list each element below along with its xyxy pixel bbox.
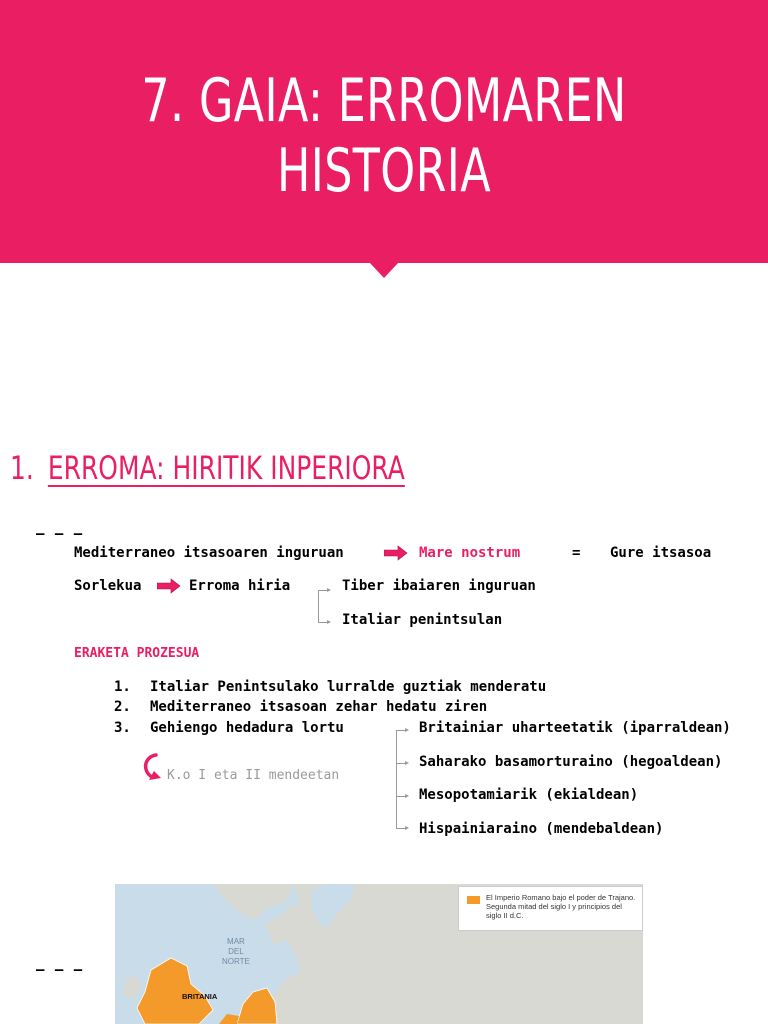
equals-sign: = [572,545,581,561]
century-note: K.o I eta II mendeetan [167,768,340,783]
branch-italiar: Italiar penintsulan [342,612,503,628]
process-num-3: 3. [114,720,131,736]
divider-dash: — — — [36,962,84,978]
branch-bracket [318,590,319,623]
page-title [100,66,668,206]
process-heading: ERAKETA PROZESUA [74,646,200,661]
arrow-right-icon [384,545,408,561]
section-heading [10,448,405,488]
process-num-2: 2. [114,699,131,715]
process-item-3: Gehiengo hedadura lortu [150,720,344,736]
branch-tick [396,796,406,797]
mare-nostrum: Mare nostrum [419,545,521,561]
divider-dash: — — — [36,526,84,542]
sea-label: MAR DEL NORTE [222,937,250,966]
arrow-right-icon [157,578,181,594]
row2-text: Sorlekua [74,578,142,594]
branch-east: Mesopotamiarik (ekialdean) [419,787,639,803]
branch-west: Hispainiaraino (mendebaldean) [419,821,664,837]
branch-tick [396,828,406,829]
branch-tick [396,763,406,764]
row1-text: Mediterraneo itsasoaren inguruan [74,545,344,561]
legend-swatch [467,896,480,904]
process-num-1: 1. [114,679,131,695]
branch-bracket [396,730,397,828]
title-line-2: HISTORIA [276,136,492,206]
gure-itsasoa: Gure itsasoa [610,545,712,561]
process-item-2: Mediterraneo itsasoan zehar hedatu ziren [150,699,488,715]
legend-text: El Imperio Romano bajo el poder de Trajano. Segunda mitad del siglo I y principios del siglo II d.C. [486,893,636,920]
branch-tick [396,730,406,731]
process-item-1: Italiar Penintsulako lurralde guztiak menderatu [150,679,547,695]
branch-tick [318,590,328,591]
map-legend [458,886,643,931]
erroma-hiria: Erroma hiria [189,578,291,594]
branch-south: Saharako basamorturaino (hegoaldean) [419,754,723,770]
branch-tick [318,622,328,623]
curved-arrow-icon [140,753,166,783]
title-line-1: 7. GAIA: ERROMAREN [141,66,627,136]
section-number: 1. [10,449,34,487]
britania-label: BRITANIA [182,992,218,1001]
banner-pointer [369,262,399,278]
section-title: ERROMA: HIRITIK INPERIORA [47,449,405,487]
branch-north: Britainiar uharteetatik (iparraldean) [419,720,731,736]
branch-tiber: Tiber ibaiaren inguruan [342,578,536,594]
